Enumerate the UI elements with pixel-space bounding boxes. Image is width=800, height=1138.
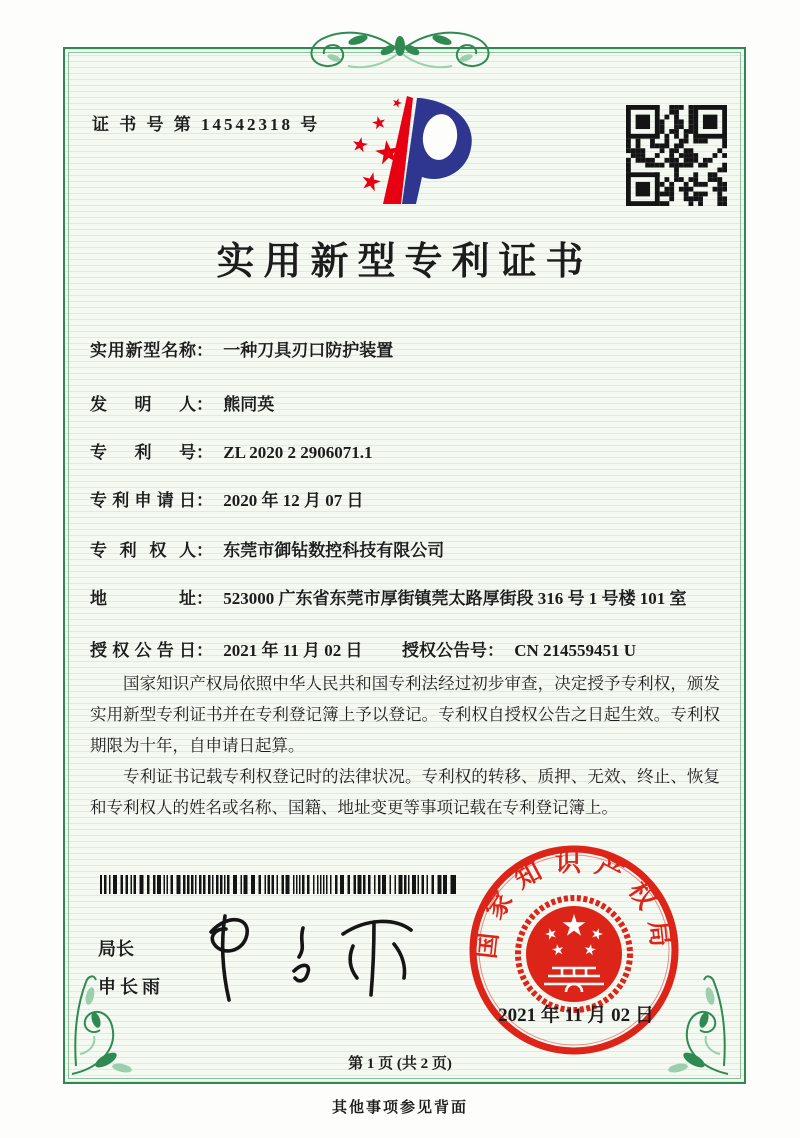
field-colon: ： xyxy=(196,541,213,560)
certificate-title: 实用新型专利证书 xyxy=(216,241,593,283)
field-label: 专利申请日 xyxy=(90,491,196,510)
field-value: 一种刀具刃口防护装置 xyxy=(223,341,394,360)
seal-date: 2021 年 11 月 02 日 xyxy=(498,1005,654,1026)
field-label: 发明人 xyxy=(90,395,196,414)
field-label: 专利权人 xyxy=(90,541,196,560)
legal-paragraph-1: 国家知识产权局依照中华人民共和国专利法经过初步审查，决定授予专利权，颁发实用新型专利证书并在专利登记簿上予以登记。专利权自授权公告之日起生效。专利权期限为十年，自申请日起算。 xyxy=(90,674,720,755)
field-colon: ： xyxy=(196,341,213,360)
legal-text-block xyxy=(90,668,720,823)
field-value: 熊同英 xyxy=(223,395,275,414)
field-value: 523000 广东省东莞市厚街镇莞太路厚街段 316 号 1 号楼 101 室 xyxy=(223,589,687,608)
field-label: 地址 xyxy=(90,589,196,608)
top-flourish-ornament-icon xyxy=(250,24,550,76)
field-colon: ： xyxy=(196,491,213,510)
field-row-invention-name xyxy=(90,338,722,364)
field-row-grant-date xyxy=(90,638,722,664)
legal-paragraph-2: 专利证书记载专利权登记时的法律状况。专利权的转移、质押、无效、终止、恢复和专利权人的姓名或名称、国籍、地址变更等事项记载在专利登记簿上。 xyxy=(90,767,720,817)
field-colon: ： xyxy=(196,641,213,660)
field-row-patentee xyxy=(90,538,722,564)
field-label: 授权公告日 xyxy=(90,641,196,660)
qr-code-icon xyxy=(626,105,727,206)
field-value: ZL 2020 2 2906071.1 xyxy=(223,443,373,462)
field-colon: ： xyxy=(196,443,213,462)
field-label: 授权公告号 xyxy=(402,641,487,660)
back-side-note: 其他事项参见背面 xyxy=(331,1100,468,1116)
field-colon: ： xyxy=(196,589,213,608)
director-name: 申长雨 xyxy=(98,977,164,997)
field-value: 2021 年 11 月 02 日 xyxy=(223,641,363,660)
field-row-patent-number xyxy=(90,440,722,466)
director-signature-icon xyxy=(195,898,425,1013)
field-row-filing-date xyxy=(90,488,722,514)
field-colon: ： xyxy=(487,641,504,660)
cnipa-logo-icon xyxy=(334,90,484,212)
field-value: 2020 年 12 月 07 日 xyxy=(223,491,364,510)
field-label: 专利号 xyxy=(90,443,196,462)
field-colon: ： xyxy=(196,395,213,414)
field-row-address xyxy=(90,586,722,612)
director-title: 局长 xyxy=(98,939,134,959)
field-label: 实用新型名称 xyxy=(90,341,196,360)
field-grant-number xyxy=(402,638,636,664)
seal-text: 国家知识产权局 xyxy=(471,847,677,961)
field-value: 东莞市御钻数控科技有限公司 xyxy=(223,541,445,560)
field-row-inventor xyxy=(90,392,722,418)
certificate-number: 证 书 号 第 14542318 号 xyxy=(92,115,321,134)
page-number: 第 1 页 (共 2 页) xyxy=(348,1056,452,1072)
field-value: CN 214559451 U xyxy=(514,641,637,660)
barcode-icon xyxy=(100,875,460,894)
